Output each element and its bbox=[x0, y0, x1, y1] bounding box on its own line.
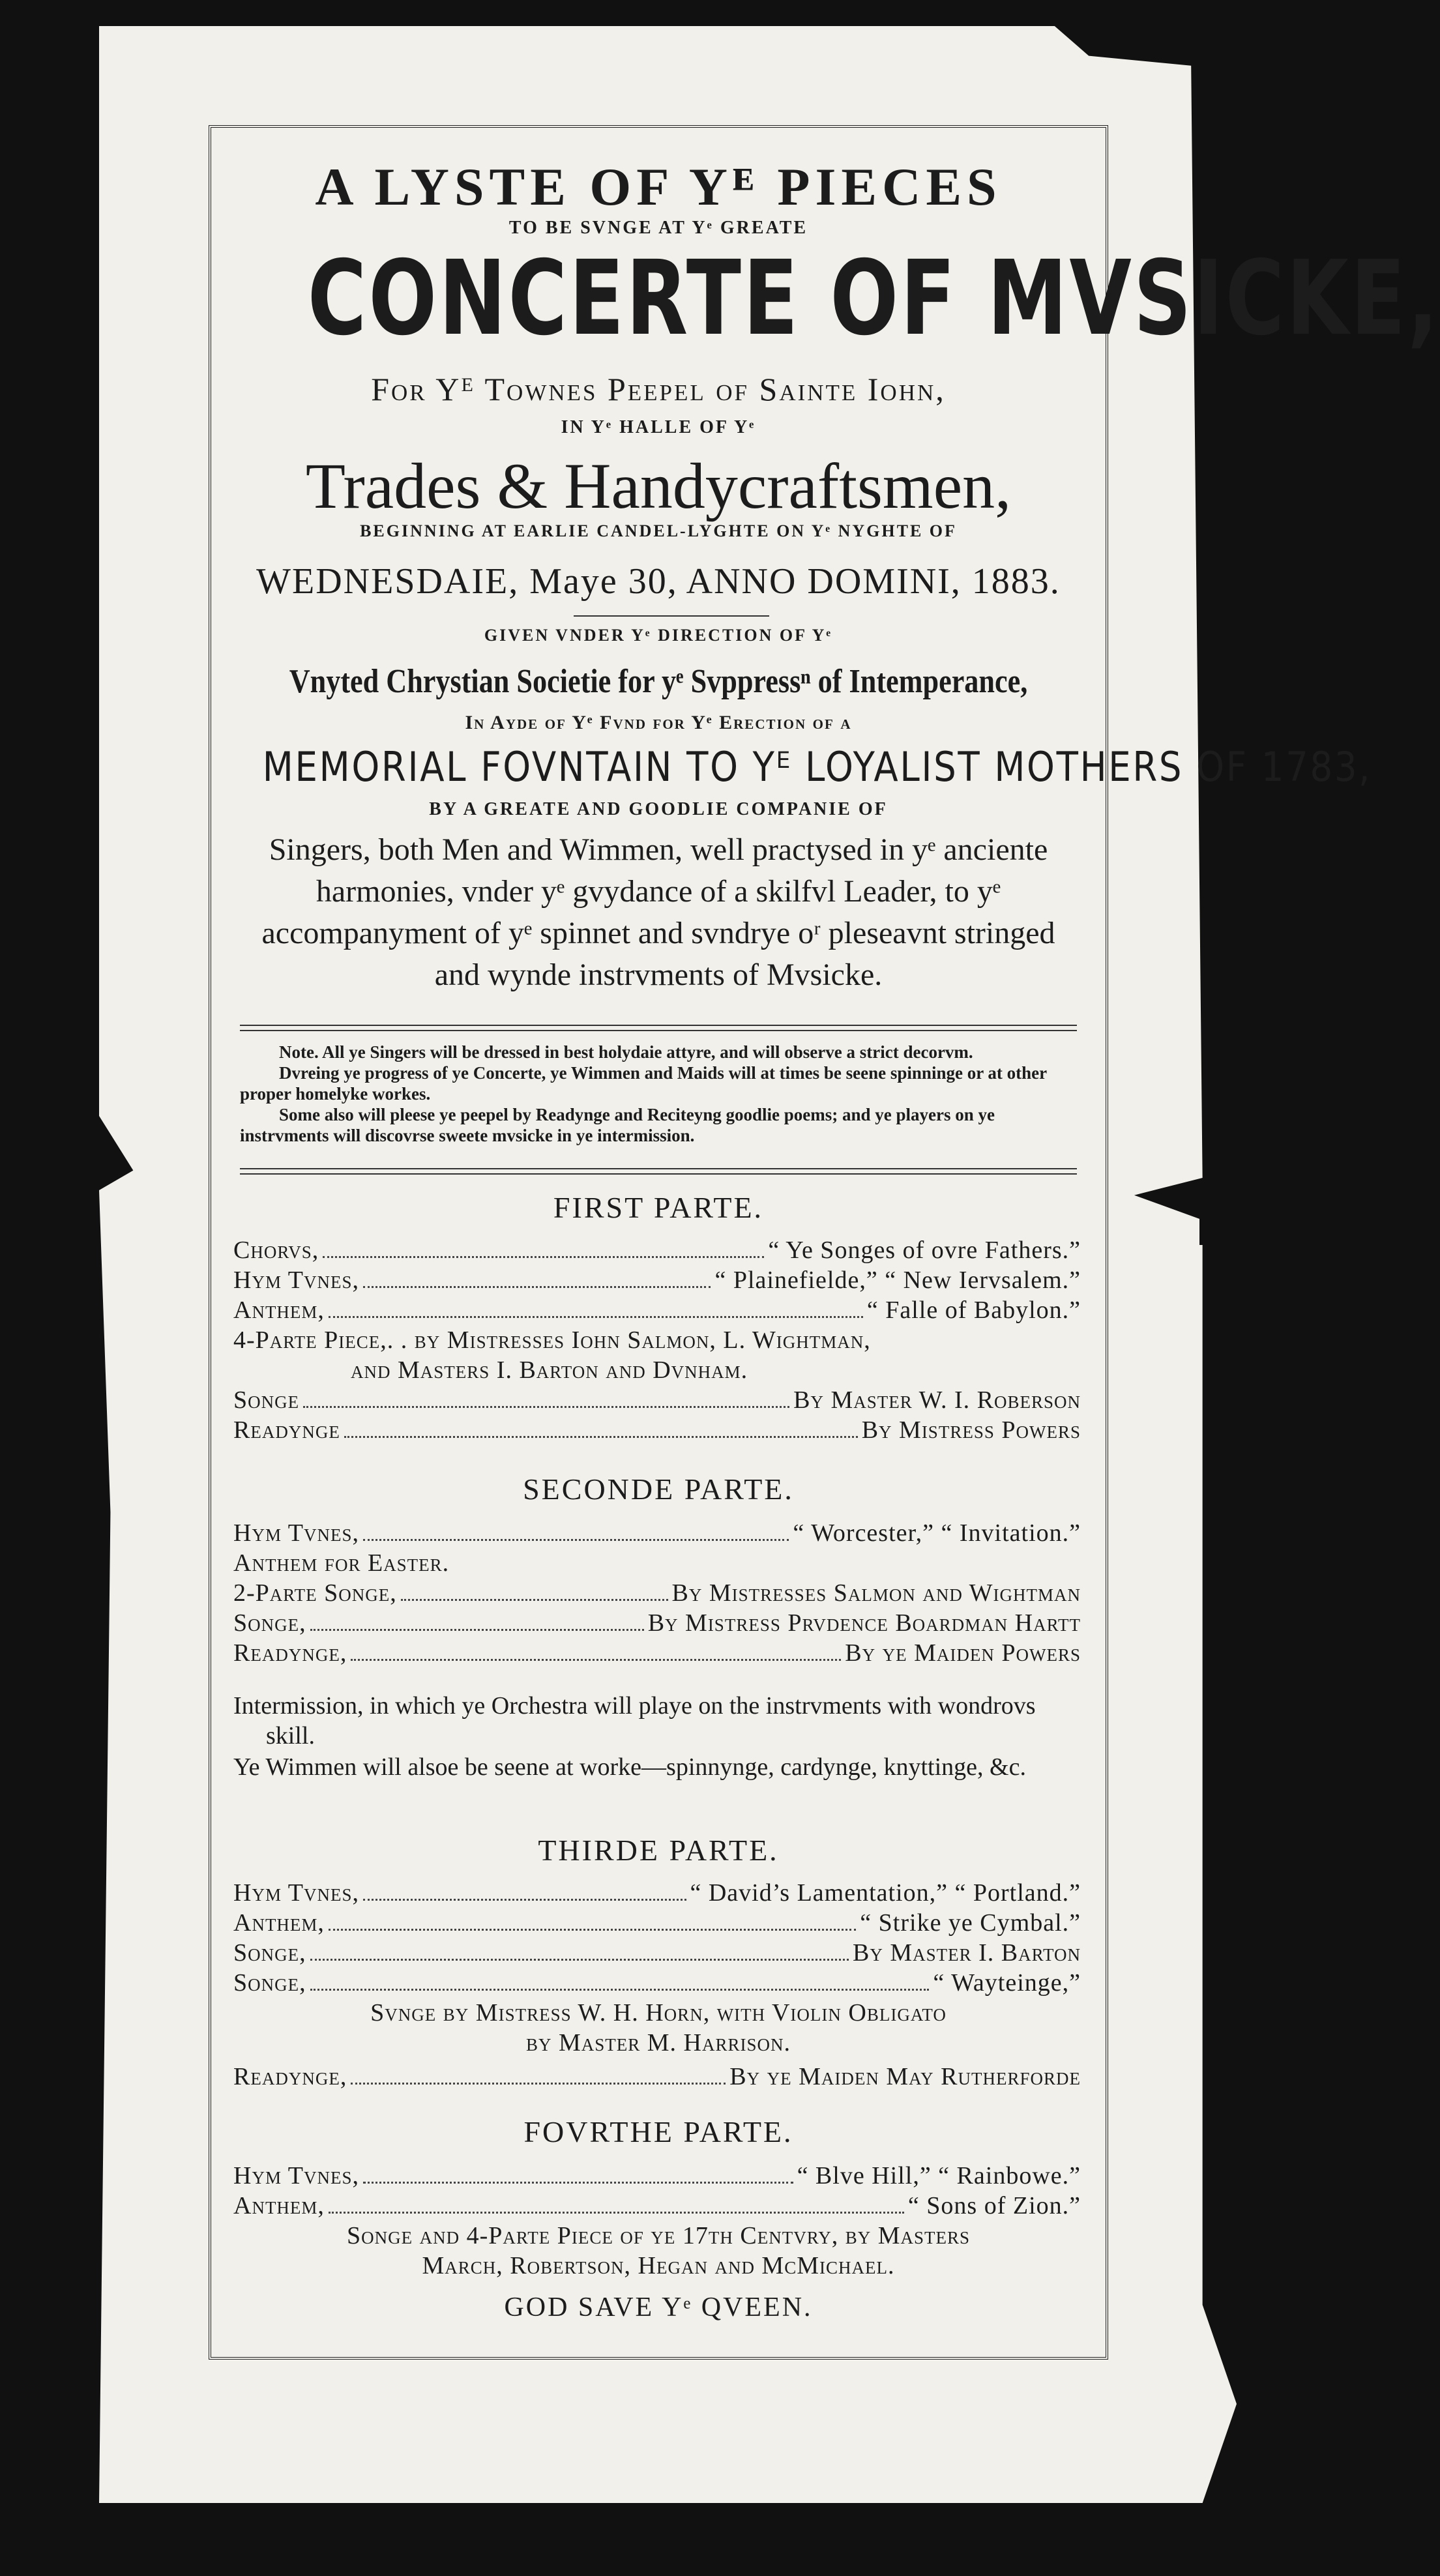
rule-top-1 bbox=[240, 1025, 1077, 1026]
program-line bbox=[233, 1609, 1081, 1637]
program-line bbox=[209, 1998, 1108, 2027]
program-value: “ Blve Hill,” “ Rainbowe.” bbox=[797, 2162, 1081, 2189]
societie-line: Vnyted Chrystian Societie for yᵉ Svppressⁿ of Intemperance, bbox=[289, 663, 1028, 700]
program-value: “ Plainefielde,” “ New Iervsalem.” bbox=[714, 1266, 1081, 1294]
program-line bbox=[209, 2028, 1108, 2057]
program-line bbox=[233, 1236, 1081, 1265]
concerte-title: CONCERTE OF MVSICKE, bbox=[307, 239, 1440, 359]
program-text: Songe and 4-Parte Piece of ye 17th Centvry, by Masters bbox=[346, 2222, 971, 2249]
beginning-line: BEGINNING AT EARLIE CANDEL-LYGHTE ON Yᵉ NYGHTE OF bbox=[360, 521, 957, 540]
wimmen-paragraph: Ye Wimmen will alsoe be seene at worke—spinnynge, cardynge, knyttinge, &c. bbox=[233, 1753, 1026, 1781]
program-label: Songe, bbox=[233, 1969, 306, 1997]
program-label: Songe, bbox=[233, 1609, 306, 1637]
program-line bbox=[233, 1356, 1198, 1384]
townes-line: For Yᴱ Townes Peepel of Sainte Iohn, bbox=[371, 371, 946, 407]
program-value: By ye Maiden May Rutherforde bbox=[729, 2063, 1081, 2090]
program-line bbox=[233, 1519, 1081, 1547]
intermission-paragraph: Intermission, in which ye Orchestra will playe on the instrvments with wondrovs skill. bbox=[233, 1692, 1036, 1749]
program-line bbox=[233, 1386, 1081, 1414]
program-value: By Master I. Barton bbox=[852, 1939, 1081, 1967]
program-label: Hym Tvnes, bbox=[233, 1879, 359, 1907]
lyste-heading: A LYSTE OF Yᴱ PIECES bbox=[315, 157, 1002, 216]
memorial-line: MEMORIAL FOVNTAIN TO Yᴱ LOYALIST MOTHERS OF 1783, bbox=[262, 743, 1372, 791]
program-value: “ Worcester,” “ Invitation.” bbox=[793, 1519, 1081, 1547]
program-text: Svnge by Mistress W. H. Horn, with Violin Obligato bbox=[370, 1999, 947, 2027]
program-value: By Mistress Powers bbox=[861, 1416, 1081, 1444]
date-line: WEDNESDAIE, Maye 30, ANNO DOMINI, 1883. bbox=[256, 561, 1061, 602]
program-line bbox=[209, 2221, 1108, 2250]
program-label: Hym Tvnes, bbox=[233, 2162, 359, 2189]
torn-edge bbox=[1199, 1193, 1275, 1245]
program-text: March, Robertson, Hegan and McMichael. bbox=[422, 2252, 895, 2279]
program-label: Songe bbox=[233, 1386, 300, 1414]
program-label: Chorvs, bbox=[233, 1237, 319, 1264]
program-value: By Mistress Prvdence Boardman Hartt bbox=[647, 1609, 1081, 1637]
program-line bbox=[233, 1909, 1081, 1937]
program-label: Readynge, bbox=[233, 2063, 347, 2090]
companie-line: BY A GREATE AND GOODLIE COMPANIE OF bbox=[429, 799, 888, 819]
halle-line: IN Yᵉ HALLE OF Yᵉ bbox=[561, 417, 756, 437]
program-label: Readynge bbox=[233, 1416, 340, 1444]
ayde-line: In Ayde of Yᵉ Fvnd for Yᵉ Erection of a bbox=[465, 712, 852, 733]
program-label: 2-Parte Songe, bbox=[233, 1579, 397, 1607]
program-text: and Masters I. Barton and Dvnham. bbox=[351, 1356, 748, 1384]
program-line bbox=[233, 1296, 1081, 1325]
program-text: Anthem for Easter. bbox=[233, 1549, 450, 1577]
trades-title: Trades & Handycraftsmen, bbox=[305, 450, 1012, 522]
program-value: “ Sons of Zion.” bbox=[907, 2192, 1081, 2219]
program-label: Hym Tvnes, bbox=[233, 1266, 359, 1294]
program-line bbox=[233, 1939, 1081, 1967]
closing-line: GOD SAVE Yᵉ QVEEN. bbox=[504, 2292, 813, 2322]
program-value: By Mistresses Salmon and Wightman bbox=[671, 1579, 1081, 1607]
rule-top-2 bbox=[240, 1030, 1077, 1031]
program-line bbox=[209, 2251, 1108, 2280]
rule-bottom-1 bbox=[240, 1168, 1077, 1169]
seconde-parte-heading: SECONDE PARTE. bbox=[523, 1472, 794, 1506]
program-value: “ Falle of Babylon.” bbox=[866, 1296, 1081, 1324]
program-value: “ David’s Lamentation,” “ Portland.” bbox=[690, 1879, 1081, 1907]
singers-paragraph: Singers, both Men and Wimmen, well practysed in yᵉ anciente harmonies, vnder yᵉ gvydance of a skilfvl Leader, to yᵉ accompanyment of yᵉ spinnet and svndrye oʳ pleseavnt stringed and wynde instrvments of Mvsicke. bbox=[261, 832, 1055, 992]
rule-bottom-2 bbox=[240, 1173, 1077, 1175]
program-value: By Master W. I. Roberson bbox=[793, 1386, 1081, 1414]
program-line bbox=[233, 2191, 1081, 2220]
program-line bbox=[233, 1969, 1081, 1997]
program-line bbox=[233, 2062, 1081, 2091]
first-parte-heading: FIRST PARTE. bbox=[553, 1191, 764, 1224]
note-decorvm: Note. All ye Singers will be dressed in best holydaie attyre, and will observe a strict decorvm. bbox=[279, 1042, 973, 1062]
program-value: “ Strike ye Cymbal.” bbox=[860, 1909, 1081, 1937]
program-text: by Master M. Harrison. bbox=[525, 2029, 791, 2056]
program-label: Readynge, bbox=[233, 1639, 347, 1667]
note-readynge: Some also will pleese ye peepel by Readynge and Reciteyng goodlie poems; and ye players on ye instrvments will discovrse sweete mvsicke in ye intermission. bbox=[240, 1105, 995, 1145]
program-label: Songe, bbox=[233, 1939, 306, 1967]
note-spinninge: Dvreing ye progress of ye Concerte, ye Wimmen and Maids will at times be seene spinninge or at other proper homelyke workes. bbox=[240, 1063, 1047, 1104]
program-line bbox=[233, 1326, 1081, 1354]
program-text: 4-Parte Piece,. . by Mistresses Iohn Salmon, L. Wightman, bbox=[233, 1326, 871, 1354]
fovrthe-parte-heading: FOVRTHE PARTE. bbox=[523, 2115, 793, 2148]
notes-block bbox=[240, 1042, 1077, 1146]
program-line bbox=[233, 1879, 1081, 1907]
program-label: Anthem, bbox=[233, 1296, 325, 1324]
program-label: Anthem, bbox=[233, 1909, 325, 1937]
program-line bbox=[233, 1639, 1081, 1667]
given-line: GIVEN VNDER Yᵉ DIRECTION OF Yᵉ bbox=[484, 626, 833, 645]
short-rule bbox=[574, 615, 769, 617]
program-value: “ Wayteinge,” bbox=[933, 1969, 1081, 1997]
thirde-parte-heading: THIRDE PARTE. bbox=[538, 1834, 779, 1867]
program-value: By ye Maiden Powers bbox=[845, 1639, 1081, 1667]
program-line bbox=[233, 1266, 1081, 1295]
program-line bbox=[233, 1416, 1081, 1444]
program-label: Anthem, bbox=[233, 2192, 325, 2219]
program-line bbox=[233, 1549, 1081, 1577]
program-label: Hym Tvnes, bbox=[233, 1519, 359, 1547]
sung-subheading: TO BE SVNGE AT Yᵉ GREATE bbox=[508, 218, 808, 238]
program-line bbox=[233, 1579, 1081, 1607]
program-value: “ Ye Songes of ovre Fathers.” bbox=[768, 1237, 1081, 1264]
program-line bbox=[233, 2161, 1081, 2190]
